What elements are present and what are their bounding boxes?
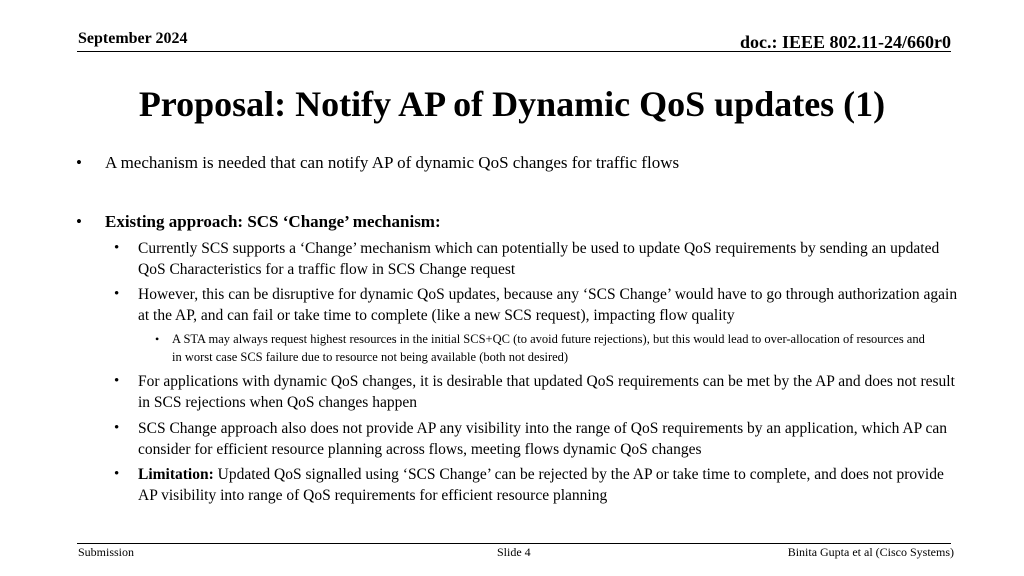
bullet-dynamic-apps: For applications with dynamic QoS changes, it is desirable that updated QoS requirements can be met by the AP and does not result in SCS rejections when QoS changes happen: [138, 373, 955, 411]
bullet-limitation: [138, 464, 958, 506]
bullet-marker: •: [114, 373, 120, 389]
footer-authors: Binita Gupta et al (Cisco Systems): [787, 545, 954, 559]
bullet-marker: •: [114, 286, 120, 302]
footer-slide-number: Slide 4: [497, 545, 531, 559]
bullet-marker: •: [114, 420, 120, 436]
footer-divider: [77, 543, 951, 544]
bullet-highest-resources: A STA may always request highest resources in the initial SCS+QC (to avoid future rejections), but this would lead to over-allocation of resources and in worst case SCS failure due to resource not being available (both not desired): [172, 332, 925, 364]
bullet-no-visibility: SCS Change approach also does not provide AP any visibility into the range of QoS requirements by an application, which AP can consider for efficient resource planning across flows, meeting flows dynamic QoS changes: [138, 420, 948, 458]
header-doc-id: doc.: IEEE 802.11-24/660r0: [739, 32, 951, 52]
bullet-marker: •: [76, 153, 82, 172]
bullet-marker: •: [76, 212, 82, 231]
header-divider: [77, 51, 951, 52]
bullet-marker: •: [114, 466, 120, 482]
header-date: September 2024: [78, 30, 188, 47]
limitation-label: Limitation:: [138, 466, 214, 483]
bullet-disruptive: However, this can be disruptive for dynamic QoS updates, because any ‘SCS Change’ would have to go through authorization again at the AP, and can fail or take time to complete (like a new SCS request), impacting flow quality: [138, 286, 958, 324]
bullet-marker: •: [155, 332, 160, 346]
bullet-marker: •: [114, 240, 120, 256]
bullet-scs-change-current: Currently SCS supports a ‘Change’ mechanism which can potentially be used to update QoS requirements by sending an updated QoS Characteristics for a traffic flow in SCS Change request: [138, 240, 940, 278]
slide-title: Proposal: Notify AP of Dynamic QoS updates (1): [138, 84, 886, 124]
footer-submission: Submission: [78, 545, 135, 559]
limitation-text: Updated QoS signalled using ‘SCS Change’ can be rejected by the AP or take time to complete, and does not provide AP visibility into range of QoS requirements for efficient resource planning: [138, 466, 944, 504]
bullet-notify-mechanism: A mechanism is needed that can notify AP of dynamic QoS changes for traffic flows: [105, 153, 680, 172]
bullet-existing-approach: Existing approach: SCS ‘Change’ mechanism:: [105, 212, 441, 231]
